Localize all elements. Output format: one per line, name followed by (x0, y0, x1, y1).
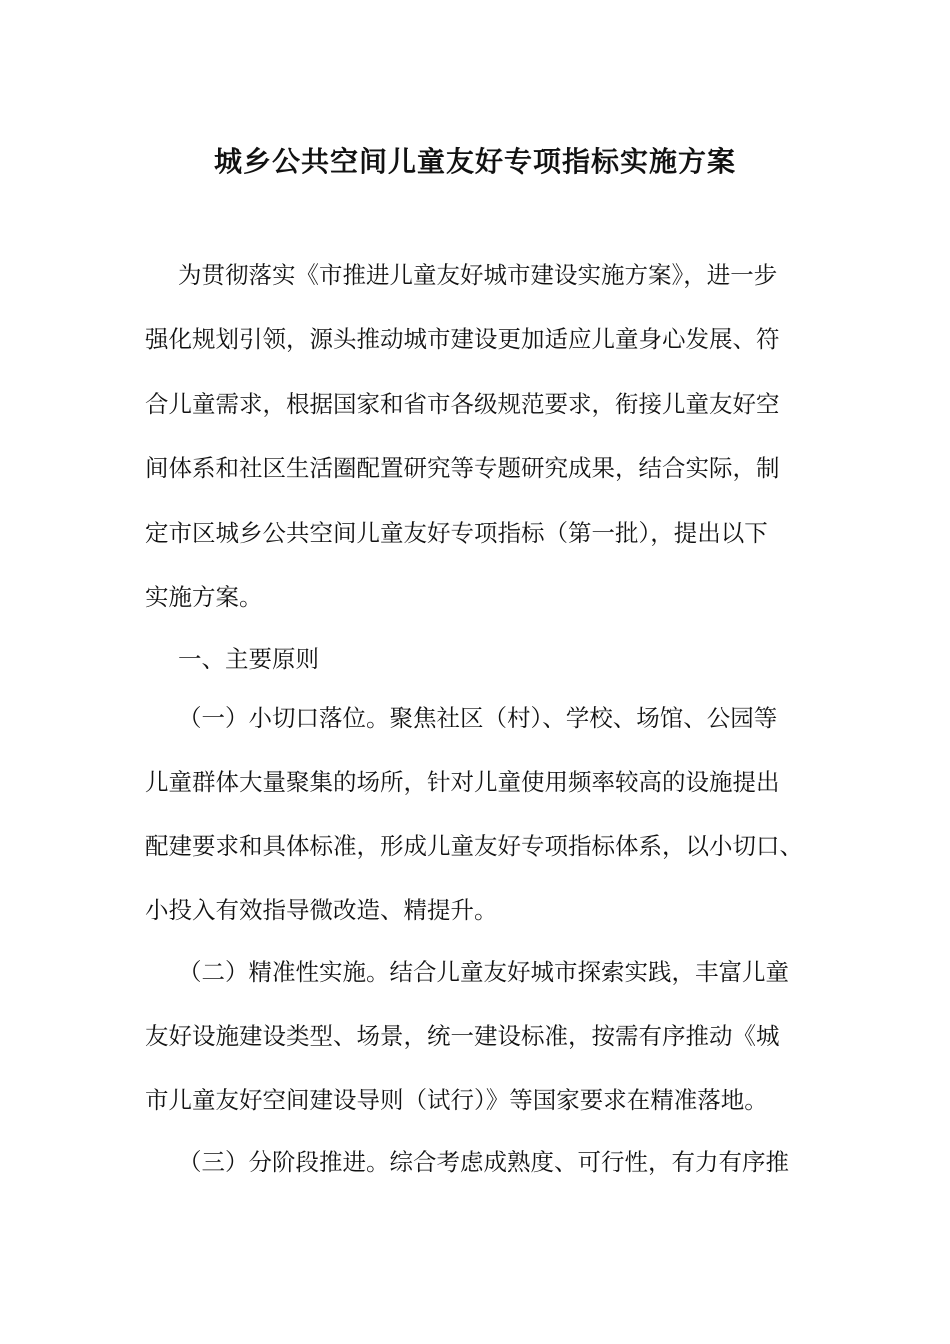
principle-1-line-4: 小投入有效指导微改造、精提升。 (145, 896, 498, 924)
section-heading-principles: 一、主要原则 (178, 645, 319, 673)
paragraph-intro-line-6: 实施方案。 (145, 583, 263, 611)
principle-1-line-1: （一）小切口落位。聚焦社区（村）、学校、场馆、公园等 (178, 704, 778, 732)
principle-2-line-1: （二）精准性实施。结合儿童友好城市探索实践，丰富儿童 (178, 958, 789, 986)
principle-1-line-2: 儿童群体大量聚集的场所，针对儿童使用频率较高的设施提出 (145, 768, 780, 796)
paragraph-intro-line-5: 定市区城乡公共空间儿童友好专项指标（第一批），提出以下 (145, 519, 768, 547)
paragraph-intro-line-4: 间体系和社区生活圈配置研究等专题研究成果，结合实际，制 (145, 454, 780, 482)
principle-3-line-1: （三）分阶段推进。综合考虑成熟度、可行性，有力有序推 (178, 1148, 789, 1176)
document-title: 城乡公共空间儿童友好专项指标实施方案 (213, 145, 736, 178)
paragraph-intro-line-1: 为贯彻落实《市推进儿童友好城市建设实施方案》，进一步 (178, 261, 778, 289)
principle-2-line-3: 市儿童友好空间建设导则（试行）》等国家要求在精准落地。 (145, 1086, 768, 1114)
principle-2-line-2: 友好设施建设类型、场景，统一建设标准，按需有序推动《城 (145, 1022, 780, 1050)
paragraph-intro-line-2: 强化规划引领，源头推动城市建设更加适应儿童身心发展、符 (145, 325, 780, 353)
principle-1-line-3: 配建要求和具体标准，形成儿童友好专项指标体系，以小切口、 (145, 832, 803, 860)
paragraph-intro-line-3: 合儿童需求，根据国家和省市各级规范要求，衔接儿童友好空 (145, 390, 780, 418)
